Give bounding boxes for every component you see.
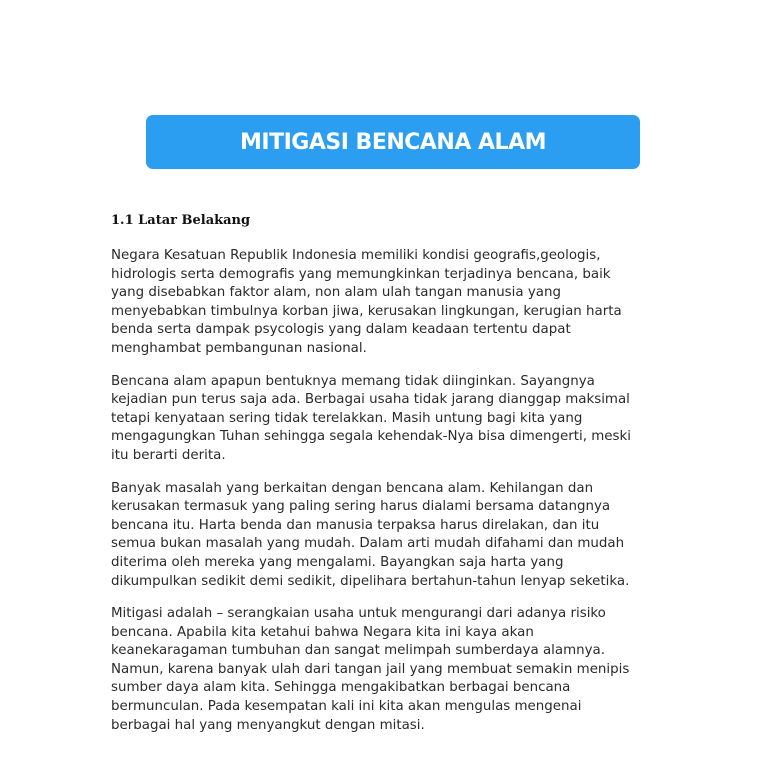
page-title: MITIGASI BENCANA ALAM — [240, 129, 546, 155]
paragraph-line: Mitigasi adalah – serangkaian usaha untuk mengurangi dari adanya risiko — [111, 606, 606, 622]
paragraph-line: hidrologis serta demografis yang memungkinkan terjadinya bencana, baik — [111, 266, 611, 282]
paragraph-line: tetapi kenyataan sering tidak terelakkan. Masih untung bagi kita yang — [111, 410, 583, 426]
paragraph-line: Banyak masalah yang berkaitan dengan bencana alam. Kehilangan dan — [111, 480, 594, 496]
paragraph-3 — [111, 480, 671, 592]
paragraph-line: diterima oleh mereka yang mengalami. Bayangkan saja harta yang — [111, 554, 564, 570]
paragraph-line: kerusakan termasuk yang paling sering harus dialami bersama datangnya — [111, 499, 611, 515]
paragraph-line: menghambat pembangunan nasional. — [111, 340, 367, 356]
title-banner — [146, 115, 640, 169]
paragraph-line: keanekaragaman tumbuhan dan sangat melimpah sumberdaya alamnya. — [111, 643, 605, 659]
paragraph-2 — [111, 373, 671, 466]
paragraph-line: dikumpulkan sedikit demi sedikit, dipelihara bertahun-tahun lenyap seketika. — [111, 573, 630, 589]
paragraph-line: semua bukan masalah yang mudah. Dalam arti mudah difahami dan mudah — [111, 536, 625, 552]
paragraph-line: menyebabkan timbulnya korban jiwa, kerusakan lingkungan, kerugian harta — [111, 303, 622, 319]
paragraph-line: Negara Kesatuan Republik Indonesia memiliki kondisi geografis,geologis, — [111, 248, 601, 263]
paragraph-line: kejadian pun terus saja ada. Berbagai usaha tidak jarang dianggap maksimal — [111, 392, 630, 408]
paragraph-line: yang disebabkan faktor alam, non alam ulah tangan manusia yang — [111, 285, 561, 301]
paragraph-line: Namun, karena banyak ulah dari tangan jail yang membuat semakin menipis — [111, 661, 630, 677]
document-body — [111, 211, 671, 749]
paragraph-line: bencana. Apabila kita ketahui bahwa Negara kita ini kaya akan — [111, 624, 534, 640]
paragraph-4 — [111, 605, 671, 735]
paragraph-line: Bencana alam apapun bentuknya memang tidak diinginkan. Sayangnya — [111, 373, 595, 389]
paragraph-line: berbagai hal yang menyangkut dengan mitasi. — [111, 717, 425, 733]
paragraph-line: bermunculan. Pada kesempatan kali ini kita akan mengulas mengenai — [111, 699, 582, 715]
paragraph-1 — [111, 247, 671, 359]
paragraph-line: mengagungkan Tuhan sehingga segala kehendak-Nya bisa dimengerti, meski — [111, 429, 631, 445]
paragraph-line: sumber daya alam kita. Sehingga mengakibatkan berbagai bencana — [111, 680, 571, 696]
paragraph-line: benda serta dampak psycologis yang dalam keadaan tertentu dapat — [111, 322, 571, 338]
paragraph-line: bencana itu. Harta benda dan manusia terpaksa harus direlakan, dan itu — [111, 517, 600, 533]
paragraph-line: itu berarti derita. — [111, 447, 226, 463]
section-heading: 1.1 Latar Belakang — [111, 213, 251, 228]
